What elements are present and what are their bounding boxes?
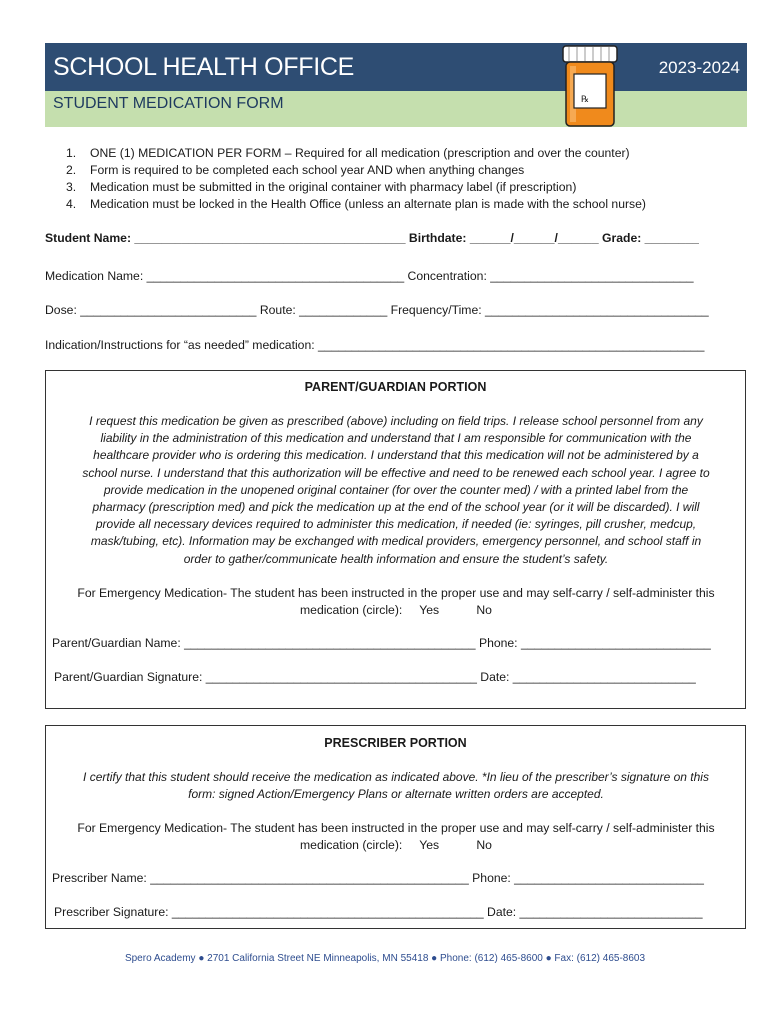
prescriber-name-field[interactable]: Prescriber Name: _______________________________________________ Phone: ____________________________ <box>52 871 704 885</box>
yes-option[interactable]: Yes <box>419 838 440 853</box>
rules-list <box>66 145 646 213</box>
form-subheader <box>45 91 747 127</box>
parent-guardian-section <box>45 370 746 709</box>
prescriber-section-heading: PRESCRIBER PORTION <box>324 736 467 750</box>
no-option[interactable]: No <box>476 603 492 618</box>
parent-emergency-statement: For Emergency Medication- The student has been instructed in the proper use and may self-carry / self-administer this medication (circle): Yes No <box>77 586 715 618</box>
list-item: 3. Medication must be submitted in the original container with pharmacy label (if prescription) <box>66 180 577 194</box>
prescriber-emergency-statement: For Emergency Medication- The student has been instructed in the proper use and may self-carry / self-administer this medication (circle): Yes No <box>77 821 715 853</box>
parent-consent-text: I request this medication be given as prescribed (above) including on field trips. I release school personnel from any liability in the administration of this medication and understand that I am responsible for communication with the healthcare provider who is ordering this medication. I understand that this medication will not be administered by a school nurse. I understand that this authorization will be effective and need to be renewed each school year. I agree to provide medication in the unopened original container (for over the counter med) / with a printed label from the pharmacy (prescription med) and pick the medication up at the end of the school year (or it will be discarded). I will provide all necessary devices required to administer this medication, if needed (ie: syringes, pill crusher, medcup, mask/tubing, etc). Information may be exchanged with medical providers, emergency personnel, and school staff in order to gather/communicate health information and ensure the student’s safety. <box>82 414 710 566</box>
no-option[interactable]: No <box>476 838 492 853</box>
medication-line[interactable]: Medication Name: ______________________________________ Concentration: ______________________________ <box>45 269 694 283</box>
page-title: SCHOOL HEALTH OFFICE <box>53 53 354 81</box>
prescriber-section <box>45 725 746 929</box>
yes-option[interactable]: Yes <box>419 603 440 618</box>
form-header <box>45 43 747 91</box>
prescriber-signature-field[interactable]: Prescriber Signature: ______________________________________________ Date: ___________________________ <box>54 905 703 919</box>
dose-line[interactable]: Dose: __________________________ Route: _____________ Frequency/Time: _________________________________ <box>45 303 709 317</box>
parent-section-heading: PARENT/GUARDIAN PORTION <box>304 380 487 394</box>
student-info-line[interactable]: Student Name: ________________________________________ Birthdate: ______/______/______ Grade: ________ <box>45 231 699 245</box>
parent-name-field[interactable]: Parent/Guardian Name: ___________________________________________ Phone: ____________________________ <box>52 636 711 650</box>
parent-signature-field[interactable]: Parent/Guardian Signature: ________________________________________ Date: ___________________________ <box>54 670 696 684</box>
list-item: 2. Form is required to be completed each school year AND when anything changes <box>66 163 525 177</box>
prescriber-certify-text: I certify that this student should receive the medication as indicated above. *In lieu of the prescriber’s signature on this form: signed Action/Emergency Plans or alternate written orders are accepted. <box>83 770 709 802</box>
school-year: 2023-2024 <box>658 58 740 77</box>
list-item: 1. ONE (1) MEDICATION PER FORM – Required for all medication (prescription and over the counter) <box>66 146 630 160</box>
medicine-bottle-icon <box>560 44 620 128</box>
svg-text:℞: ℞ <box>581 94 590 104</box>
footer-contact: Spero Academy ● 2701 California Street NE Minneapolis, MN 55418 ● Phone: (612) 465-8600 ● Fax: (612) 465-8603 <box>124 953 646 964</box>
indication-line[interactable]: Indication/Instructions for “as needed” medication: _________________________________________________________ <box>45 338 705 352</box>
list-item: 4. Medication must be locked in the Health Office (unless an alternate plan is made with the school nurse) <box>66 197 646 211</box>
form-subtitle: STUDENT MEDICATION FORM <box>53 95 284 112</box>
